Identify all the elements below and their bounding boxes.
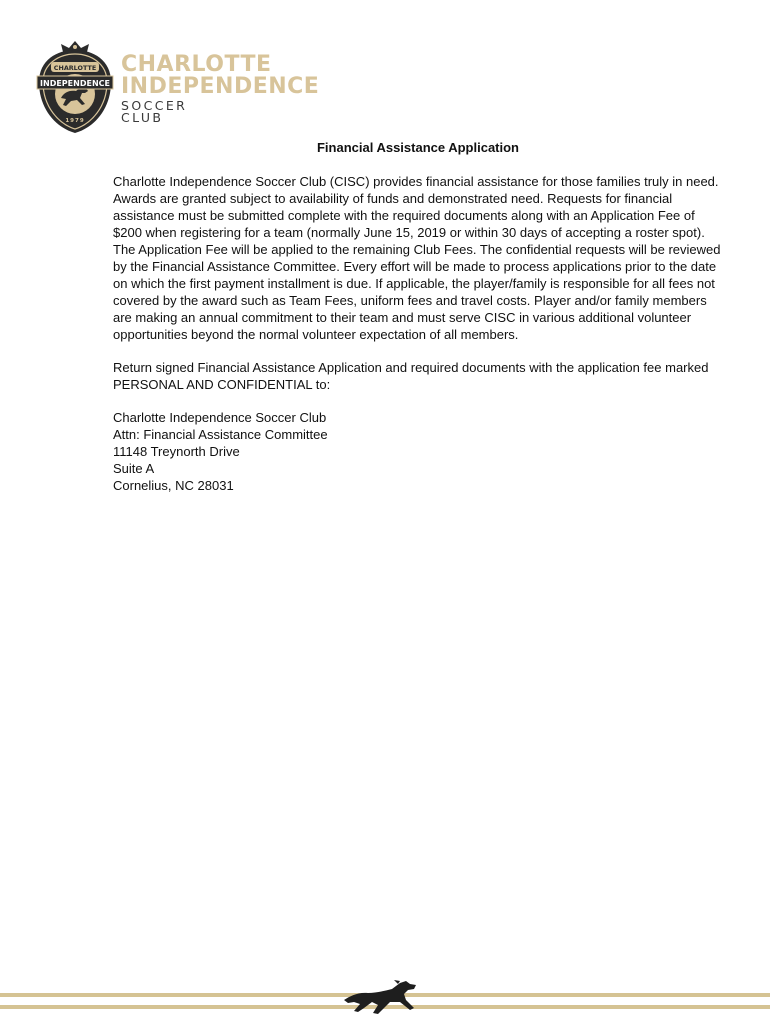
intro-paragraph: Charlotte Independence Soccer Club (CISC) provides financial assistance for those families truly in need. Awards are granted subject to availability of funds and demonstrated need. Requests for financial assistance must be submitted complete with the required documents along with an Application Fee of $200 when registering for a team (normally June 15, 2019 or within 30 days of accepting a roster spot). The Application Fee will be applied to the remaining Club Fees. The confidential requests will be reviewed by the Financial Assistance Committee. Every effort will be made to process applications prior to the date on which the first payment installment is due. If applicable, the player/family is responsible for all fees not covered by the award such as Team Fees, uniform fees and travel costs. Player and/or family members are making an annual commitment to their team and must serve CISC in various additional volunteer opportunities beyond the normal volunteer expectation of all members. — [113, 174, 721, 342]
mailing-address — [113, 409, 721, 494]
wordmark-line-independence: INDEPENDENCE — [121, 74, 320, 99]
page-title: Financial Assistance Application — [316, 140, 520, 155]
club-crest-icon — [33, 38, 117, 134]
address-line: Suite A — [113, 461, 155, 476]
crest-year-text: 1979 — [65, 118, 85, 124]
wordmark-line-club: CLUB — [121, 109, 164, 125]
document-body — [113, 173, 721, 494]
address-line: Attn: Financial Assistance Committee — [113, 427, 328, 442]
crest-band-text: INDEPENDENCE — [40, 78, 110, 88]
wordmark-line-charlotte: CHARLOTTE — [121, 52, 272, 77]
return-instructions-paragraph: Return signed Financial Assistance Application and required documents with the application fee marked PERSONAL AND CONFIDENTIAL to: — [113, 360, 709, 392]
club-wordmark — [121, 54, 319, 123]
club-logo — [33, 38, 320, 134]
crest-top-text: CHARLOTTE — [53, 63, 97, 72]
address-line: Cornelius, NC 28031 — [113, 478, 234, 493]
footer-horse-icon — [340, 978, 428, 1016]
address-line: 11148 Treynorth Drive — [113, 444, 240, 459]
address-line: Charlotte Independence Soccer Club — [113, 410, 327, 425]
wordmark-line-soccer: SOCCER — [121, 98, 188, 113]
